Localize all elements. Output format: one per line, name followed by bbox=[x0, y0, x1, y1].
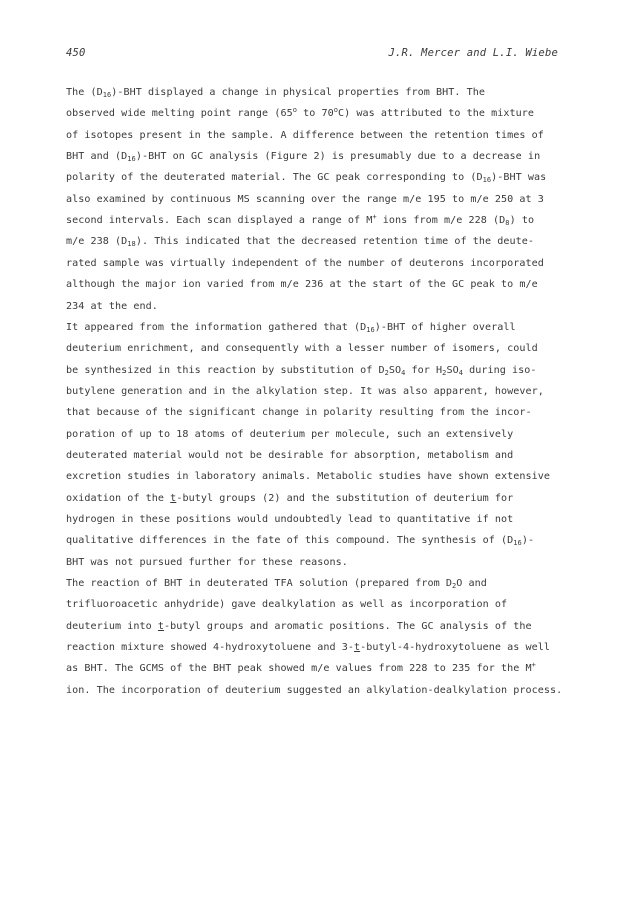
text-line bbox=[66, 493, 558, 505]
text-run: t bbox=[170, 492, 177, 504]
text-line bbox=[66, 87, 558, 99]
subscript-run: 16 bbox=[513, 539, 522, 548]
text-run: -butyl groups and aromatic positions. The GC analysis of the bbox=[164, 620, 532, 632]
text-line bbox=[66, 151, 558, 163]
text-run: oxidation of the bbox=[66, 492, 171, 504]
text-run: ). This indicated that the decreased retention time of the deute- bbox=[135, 236, 535, 248]
text-run: second intervals. Each scan displayed a range of M bbox=[66, 215, 373, 227]
text-run: for H bbox=[405, 364, 443, 376]
subscript-run: 4 bbox=[458, 368, 463, 377]
text-run: excretion studies in laboratory animals. Metabolic studies have shown extensive bbox=[66, 471, 551, 483]
text-line bbox=[66, 535, 558, 547]
text-line bbox=[66, 429, 558, 441]
text-run: be synthesized in this reaction by substitution of D bbox=[66, 364, 385, 376]
text-run: deuterated material would not be desirable for absorption, metabolism and bbox=[66, 449, 514, 461]
text-line bbox=[66, 108, 558, 120]
text-run: observed wide melting point range (65 bbox=[66, 108, 293, 120]
text-line bbox=[66, 663, 558, 675]
text-run: poration of up to 18 atoms of deuterium per molecule, such an extensively bbox=[66, 428, 514, 440]
text-line bbox=[66, 642, 558, 654]
text-run: ions from m/e 228 (D bbox=[376, 215, 506, 227]
text-line bbox=[66, 343, 558, 355]
text-run: although the major ion varied from m/e 236 at the start of the GC peak to m/e bbox=[66, 279, 538, 291]
text-run: rated sample was virtually independent of the number of deuterons incorporated bbox=[66, 257, 544, 269]
text-run: of isotopes present in the sample. A difference between the retention times of bbox=[66, 129, 544, 141]
subscript-run: 16 bbox=[127, 155, 136, 164]
text-run: -butyl-4-hydroxytoluene as well bbox=[360, 642, 551, 654]
text-run: that because of the significant change in polarity resulting from the incor- bbox=[66, 407, 532, 419]
superscript-run: + bbox=[531, 661, 536, 670]
text-run: The (D bbox=[66, 87, 103, 98]
text-run: deuterium enrichment, and consequently with a lesser number of isomers, could bbox=[66, 343, 538, 355]
subscript-run: 16 bbox=[482, 176, 492, 185]
text-run: )-BHT on GC analysis (Figure 2) is presumably due to a decrease in bbox=[135, 151, 541, 163]
text-run: hydrogen in these positions would undoubtedly lead to quantitative if not bbox=[66, 514, 514, 525]
subscript-run: 2 bbox=[452, 582, 457, 591]
text-line bbox=[66, 365, 558, 377]
subscript-run: 16 bbox=[102, 91, 112, 99]
text-line bbox=[66, 236, 558, 248]
text-run: polarity of the deuterated material. The GC peak corresponding to (D bbox=[66, 172, 483, 184]
text-run: during iso- bbox=[462, 364, 537, 376]
text-line bbox=[66, 279, 558, 291]
text-run: SO bbox=[388, 364, 402, 376]
text-line bbox=[66, 621, 558, 633]
text-line bbox=[66, 471, 558, 483]
text-line bbox=[66, 578, 558, 590]
text-run: t bbox=[157, 620, 165, 632]
text-line bbox=[66, 407, 558, 419]
superscript-run: + bbox=[372, 213, 377, 222]
text-run: BHT was not pursued further for these reasons. bbox=[66, 556, 348, 568]
text-line bbox=[66, 172, 558, 184]
text-run: t bbox=[353, 642, 361, 654]
subscript-run: 4 bbox=[401, 368, 406, 377]
text-run: to 70 bbox=[296, 108, 334, 120]
subscript-run: 16 bbox=[366, 325, 375, 334]
superscript-run: o bbox=[292, 106, 297, 115]
text-line bbox=[66, 386, 558, 398]
text-line bbox=[66, 684, 563, 697]
text-line bbox=[66, 215, 558, 227]
text-run: C) was attributed to the mixture bbox=[338, 108, 535, 120]
text-run: )-BHT displayed a change in physical properties from BHT. The bbox=[111, 87, 486, 98]
text-line bbox=[66, 514, 558, 526]
text-run: The reaction of BHT in deuterated TFA solution (prepared from D bbox=[66, 578, 452, 590]
text-run: deuterium into bbox=[66, 620, 158, 632]
text-line bbox=[66, 557, 558, 569]
subscript-run: 2 bbox=[442, 368, 447, 377]
text-run: O and bbox=[456, 578, 487, 590]
subscript-run: 18 bbox=[127, 240, 136, 249]
text-run: ) to bbox=[509, 215, 535, 227]
text-line bbox=[66, 322, 558, 334]
text-run: m/e 238 (D bbox=[66, 236, 128, 248]
text-line bbox=[66, 301, 558, 313]
text-run: also examined by continuous MS scanning over the range m/e 195 to m/e 250 at 3 bbox=[66, 193, 544, 205]
text-run: )-BHT of higher overall bbox=[374, 321, 516, 333]
text-line bbox=[66, 258, 558, 270]
text-run: )-BHT was bbox=[491, 172, 547, 184]
subscript-run: 2 bbox=[384, 368, 389, 377]
text-run: It appeared from the information gathered that (D bbox=[66, 321, 367, 333]
text-line bbox=[66, 450, 558, 462]
text-run: as BHT. The GCMS of the BHT peak showed m/e values from 228 to 235 for the M bbox=[66, 663, 532, 675]
text-run: SO bbox=[446, 364, 459, 376]
text-line bbox=[66, 194, 558, 206]
text-run: reaction mixture showed 4-hydroxytoluene and 3- bbox=[66, 642, 354, 654]
text-line bbox=[66, 130, 558, 142]
text-run: -butyl groups (2) and the substitution of deuterium for bbox=[176, 492, 514, 504]
text-run: qualitative differences in the fate of this compound. The synthesis of (D bbox=[66, 535, 514, 547]
text-run: ion. The incorporation of deuterium suggested an alkylation-dealkylation process. bbox=[66, 684, 563, 696]
subscript-run: 8 bbox=[505, 219, 510, 228]
superscript-run: o bbox=[333, 106, 338, 115]
page-number: 450 bbox=[66, 47, 86, 59]
text-run: trifluoroacetic anhydride) gave dealkylation as well as incorporation of bbox=[66, 599, 508, 611]
text-run: butylene generation and in the alkylation step. It was also apparent, however, bbox=[66, 385, 544, 397]
text-run: 234 at the end. bbox=[66, 300, 158, 312]
running-header-authors: J.R. Mercer and L.I. Wiebe bbox=[388, 47, 558, 59]
text-run: )- bbox=[521, 535, 535, 547]
text-run: BHT and (D bbox=[66, 151, 128, 163]
text-line bbox=[66, 599, 558, 611]
